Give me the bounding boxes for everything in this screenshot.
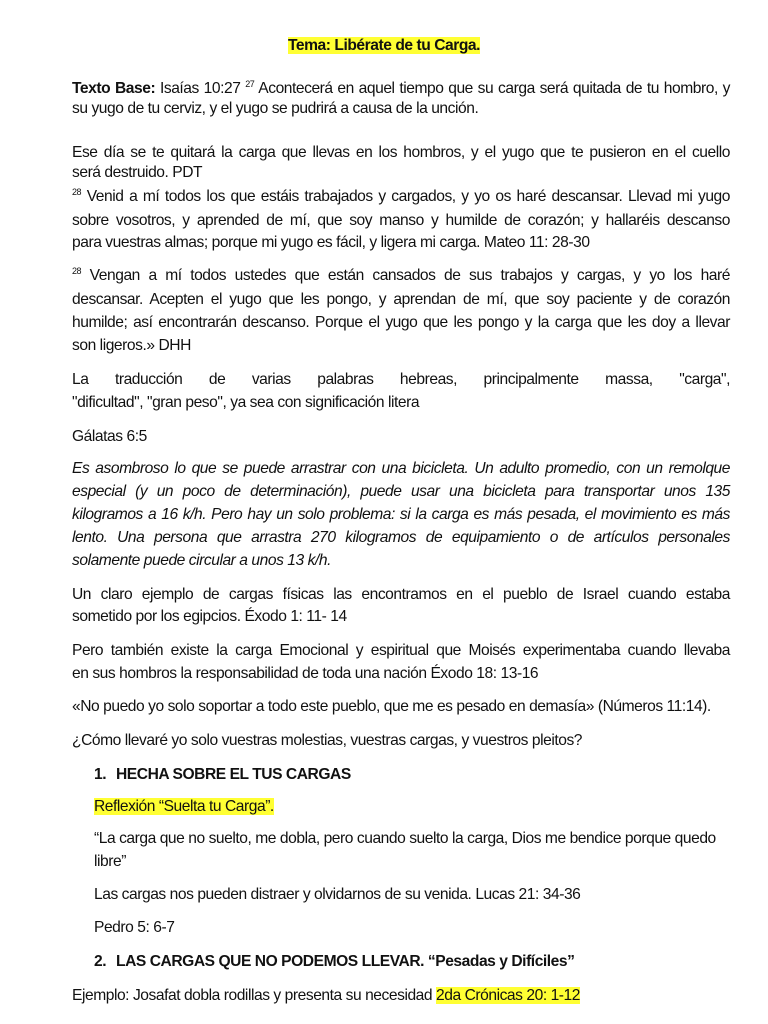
- emocional-line-1: Pero también existe la carga Emocional y espiritual que Moisés experimentaba cuando llevaba: [72, 642, 730, 659]
- section-2-heading: 2. LAS CARGAS QUE NO PODEMOS LLEVAR. “Pesadas y Difíciles”: [94, 953, 575, 970]
- numeros-quote: «No puedo yo solo soportar a todo este pueblo, que me es pesado en demasía» (Números 11:14).: [72, 698, 711, 715]
- galatas-ref: Gálatas 6:5: [72, 428, 147, 445]
- texto-base-line-1: Texto Base: Isaías 10:27 $^{27}$ Acontecerá en aquel tiempo que su carga será quitada de tu hombro, y: [72, 79, 730, 97]
- bicicleta-line-3: kilogramos a 16 k/h. Pero hay un solo problema: si la carga es más pesada, el movimiento es más: [72, 506, 730, 523]
- pedro-ref: Pedro 5: 6-7: [94, 919, 175, 936]
- ejemplo-line: Ejemplo: Josafat dobla rodillas y presenta su necesidad 2da Crónicas 20: 1-12: [72, 987, 580, 1004]
- bicicleta-line-4: lento. Una persona que arrastra 270 kilogramos de equipamiento o de artículos personales: [72, 529, 730, 546]
- dhh-line-4: son ligeros.» DHH: [72, 337, 191, 354]
- texto-base-line-2: su yugo de tu cerviz, y el yugo se pudrirá a causa de la unción.: [72, 100, 479, 117]
- israel-line-2: sometido por los egipcios. Éxodo 1: 11- 14: [72, 608, 347, 625]
- bicicleta-line-2: especial (y un poco de determinación), puede usar una bicicleta para transportar unos 135: [72, 483, 730, 500]
- bicicleta-line-5: solamente puede circular a unos 13 k/h.: [72, 552, 331, 569]
- quote-line-1: “La carga que no suelto, me dobla, pero cuando suelto la carga, Dios me bendice porque quedo: [94, 830, 716, 847]
- dhh-line-1: $^{28}$ Vengan a mí todos ustedes que están cansados de sus trabajos y cargas, y yo los haré: [72, 266, 730, 284]
- mateo-line-2: sobre vosotros, y aprended de mí, que soy manso y humilde de corazón; y hallaréis descanso: [72, 212, 730, 229]
- pregunta-line: ¿Cómo llevaré yo solo vuestras molestias, vuestras cargas, y vuestros pleitos?: [72, 732, 583, 749]
- dhh-line-3: humilde; así encontrarán descanso. Porque el yugo que les pongo y la carga que les doy a llevar: [72, 314, 730, 331]
- mateo-line-1: $^{28}$ Venid a mí todos los que estáis trabajados y cargados, y yo os haré descansar. Llevad mi yugo: [72, 187, 730, 205]
- emocional-line-2: en sus hombros la responsabilidad de toda una nación Éxodo 18: 13-16: [72, 665, 539, 682]
- document-title: Tema: Libérate de tu Carga.: [287, 37, 481, 54]
- pdt-line-1: Ese día se te quitará la carga que llevas en los hombros, y el yugo que te pusieron en el cuello: [72, 144, 730, 161]
- traduccion-line-1: La traducción de varias palabras hebreas, principalmente massa, "carga",: [72, 371, 730, 388]
- israel-line-1: Un claro ejemplo de cargas físicas las encontramos en el pueblo de Israel cuando estaba: [72, 586, 730, 603]
- reflexion-title: Reflexión “Suelta tu Carga”.: [94, 798, 274, 815]
- distraer-line: Las cargas nos pueden distraer y olvidarnos de su venida. Lucas 21: 34-36: [94, 886, 581, 903]
- quote-line-2: libre”: [94, 853, 126, 870]
- dhh-line-2: descansar. Acepten el yugo que les pongo, y aprendan de mí, que soy paciente y de corazón: [72, 291, 730, 308]
- section-1-heading: 1. HECHA SOBRE EL TUS CARGAS: [94, 766, 351, 783]
- bicicleta-line-1: Es asombroso lo que se puede arrastrar con una bicicleta. Un adulto promedio, con un remolque: [72, 460, 730, 477]
- pdt-line-2: será destruido. PDT: [72, 164, 203, 181]
- mateo-line-3: para vuestras almas; porque mi yugo es fácil, y ligera mi carga. Mateo 11: 28-30: [72, 234, 590, 251]
- traduccion-line-2: "dificultad", "gran peso", ya sea con significación litera: [72, 394, 420, 411]
